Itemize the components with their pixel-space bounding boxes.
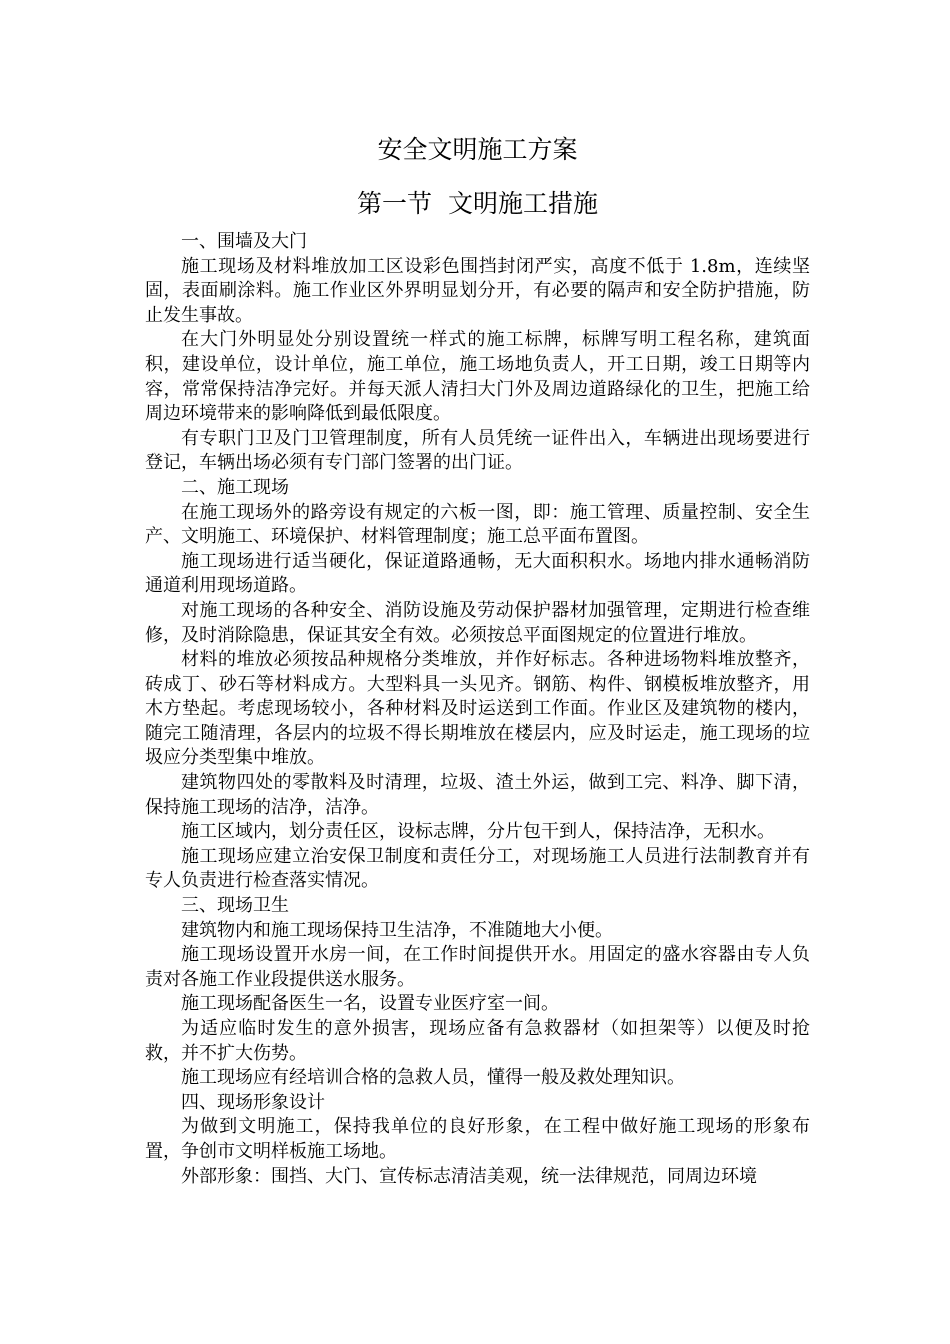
section-heading: 一、围墙及大门	[181, 231, 307, 252]
document-title: 安全文明施工方案	[377, 135, 578, 164]
body-paragraph: 有专职门卫及门卫管理制度，所有人员凭统一证件出入，车辆进出现场要进行登记，车辆出场必须有专门部门签署的出门证。	[145, 427, 810, 474]
body-paragraph: 外部形象：围挡、大门、宣传标志清洁美观，统一法律规范，同周边环境	[181, 1165, 757, 1187]
body-paragraph: 施工现场设置开水房一间，在工作时间提供开水。用固定的盛水容器由专人负责对各施工作业段提供送水服务。	[145, 944, 810, 990]
body-paragraph: 施工区域内，划分责任区，设标志牌，分片包干到人，保持洁净，无积水。	[181, 821, 775, 843]
body-paragraph: 为适应临时发生的意外损害，现场应备有急救器材（如担架等）以便及时抢救，并不扩大伤势。	[145, 1018, 810, 1064]
body-paragraph: 建筑物四处的零散料及时清理，垃圾、渣土外运，做到工完、料净、脚下清，保持施工现场的洁净，洁净。	[145, 772, 810, 818]
body-paragraph: 施工现场应建立治安保卫制度和责任分工，对现场施工人员进行法制教育并有专人负责进行检查落实情况。	[145, 845, 810, 892]
body-paragraph: 在施工现场外的路旁设有规定的六板一图，即：施工管理、质量控制、安全生产、文明施工、环境保护、材料管理制度；施工总平面布置图。	[145, 501, 810, 548]
body-paragraph: 施工现场进行适当硬化，保证道路通畅，无大面积积水。场地内排水通畅消防通道利用现场道路。	[145, 550, 810, 597]
section-heading: 二、施工现场	[181, 476, 289, 498]
body-paragraph: 在大门外明显处分别设置统一样式的施工标牌，标牌写明工程名称，建筑面积，建设单位，设计单位，施工单位，施工场地负责人，开工日期，竣工日期等内容，常常保持洁净完好。并每天派人清扫大门外及周边道路绿化的卫生，把施工给周边环境带来的影响降低到最低限度。	[145, 329, 810, 425]
body-paragraph: 材料的堆放必须按品种规格分类堆放，并作好标志。各种进场物料堆放整齐，砖成丁、砂石等材料成方。大型料具一头见齐。钢筋、构件、钢模板堆放整齐，用木方垫起。考虑现场较小，各种材料及时运送到工作面。作业区及建筑物的楼内，随完工随清理，各层内的垃圾不得长期堆放在楼层内，应及时运走，施工现场的垃圾应分类型集中堆放。	[145, 649, 810, 769]
body-paragraph: 建筑物内和施工现场保持卫生洁净，不准随地大小便。	[181, 919, 613, 941]
section-title: 第一节 文明施工措施	[357, 189, 598, 218]
section-heading: 四、现场形象设计	[181, 1091, 325, 1113]
document-body	[145, 230, 810, 1189]
document-content	[145, 130, 810, 1189]
body-paragraph: 为做到文明施工，保持我单位的良好形象，在工程中做好施工现场的形象布置，争创市文明样板施工场地。	[145, 1116, 810, 1162]
body-paragraph: 对施工现场的各种安全、消防设施及劳动保护器材加强管理，定期进行检查维修，及时消除隐患，保证其安全有效。必须按总平面图规定的位置进行堆放。	[145, 599, 810, 646]
body-paragraph: 施工现场配备医生一名，设置专业医疗室一间。	[181, 993, 559, 1015]
section-heading: 三、现场卫生	[181, 895, 289, 917]
body-paragraph: 施工现场及材料堆放加工区设彩色围挡封闭严实，高度不低于 1.8m，连续坚固，表面刷涂料。施工作业区外界明显划分开，有必要的隔声和安全防护措施，防止发生事故。	[145, 255, 810, 326]
body-paragraph: 施工现场应有经培训合格的急救人员，懂得一般及救处理知识。	[181, 1067, 685, 1089]
